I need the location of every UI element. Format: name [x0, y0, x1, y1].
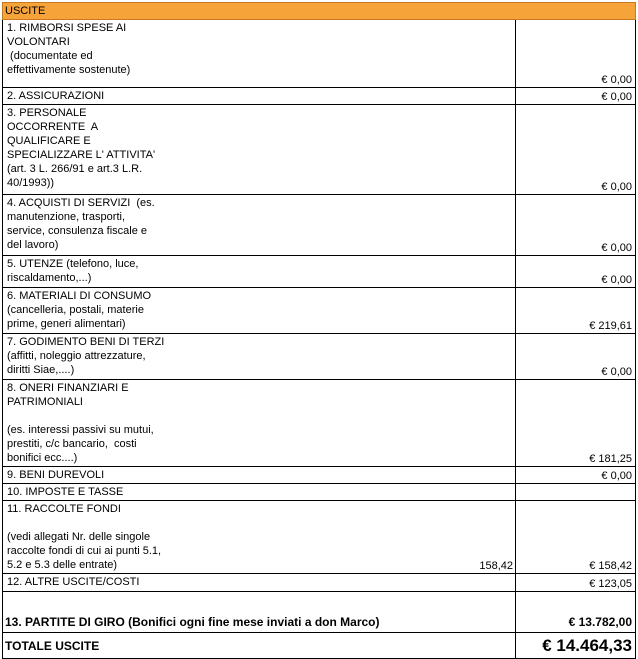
expense-amount	[516, 484, 636, 501]
expense-row	[3, 20, 636, 88]
expense-description	[3, 380, 164, 467]
expense-description	[3, 288, 164, 334]
expense-amount: € 158,42	[516, 501, 636, 574]
description-line: effettivamente sostenute)	[7, 64, 131, 76]
partial-amount	[164, 288, 516, 334]
expense-description	[3, 195, 164, 256]
partial-amount	[164, 484, 516, 501]
expense-amount: € 0,00	[516, 88, 636, 105]
description-line: (affitti, noleggio attrezzature,	[7, 350, 146, 362]
description-line: manutenzione, trasporti,	[7, 211, 126, 223]
partite-di-giro-amount: € 13.782,00	[516, 592, 636, 633]
partite-di-giro-row	[3, 592, 636, 633]
expense-row	[3, 288, 636, 334]
description-line: OCCORRENTE A	[7, 121, 99, 133]
description-line: SPECIALIZZARE L' ATTIVITA'	[7, 149, 156, 161]
expense-sheet	[2, 2, 635, 659]
partite-di-giro-label: 13. PARTITE DI GIRO (Bonifici ogni fine mese inviati a don Marco)	[3, 592, 516, 633]
description-line: 5.2 e 5.3 delle entrate)	[7, 559, 118, 571]
header-title: USCITE	[3, 3, 636, 20]
expense-amount: € 219,61	[516, 288, 636, 334]
partial-amount	[164, 88, 516, 105]
description-line: raccolte fondi di cui ai punti 5.1,	[7, 545, 162, 557]
description-line: 6. MATERIALI DI CONSUMO	[7, 290, 152, 302]
expense-row	[3, 574, 636, 592]
expense-description	[3, 501, 164, 574]
description-line: (documentate ed	[7, 50, 93, 62]
total-row	[3, 633, 636, 659]
description-line: 1. RIMBORSI SPESE AI	[7, 22, 127, 34]
description-line: 11. RACCOLTE FONDI	[7, 503, 121, 515]
description-line: 2. ASSICURAZIONI	[7, 90, 105, 102]
description-line: prime, generi alimentari)	[7, 318, 126, 330]
partial-amount	[164, 20, 516, 88]
expense-amount: € 0,00	[516, 105, 636, 195]
expense-description	[3, 20, 164, 88]
description-line	[7, 409, 162, 423]
description-line: PATRIMONIALI	[7, 396, 83, 408]
partial-amount	[164, 334, 516, 380]
description-line: VOLONTARI	[7, 36, 70, 48]
description-line: 40/1993))	[7, 177, 55, 189]
expense-row	[3, 256, 636, 288]
description-line	[7, 516, 162, 530]
description-line: (es. interessi passivi su mutui,	[7, 424, 154, 436]
expense-description	[3, 105, 164, 195]
partial-amount	[164, 256, 516, 288]
description-line: (art. 3 L. 266/91 e art.3 L.R.	[7, 163, 143, 175]
expense-row	[3, 380, 636, 467]
description-line: 8. ONERI FINANZIARI E	[7, 382, 129, 394]
partial-amount	[164, 105, 516, 195]
description-line: 10. IMPOSTE E TASSE	[7, 486, 124, 498]
description-line: service, consulenza fiscale e	[7, 225, 148, 237]
partial-amount: 158,42	[164, 501, 516, 574]
partial-amount	[164, 467, 516, 484]
expense-description	[3, 256, 164, 288]
description-line: prestiti, c/c bancario, costi	[7, 438, 137, 450]
description-line: 4. ACQUISTI DI SERVIZI (es.	[7, 197, 155, 209]
expense-row	[3, 195, 636, 256]
description-line: diritti Siae,....)	[7, 364, 75, 376]
description-line: riscaldamento,...)	[7, 272, 92, 284]
partial-amount	[164, 574, 516, 592]
expense-table	[2, 2, 636, 659]
description-line: 5. UTENZE (telefono, luce,	[7, 258, 139, 270]
expense-description	[3, 574, 164, 592]
expense-amount: € 181,25	[516, 380, 636, 467]
expense-description	[3, 484, 164, 501]
description-line: 3. PERSONALE	[7, 107, 87, 119]
header-row	[3, 3, 636, 20]
description-line: 12. ALTRE USCITE/COSTI	[7, 576, 140, 588]
description-line: QUALIFICARE E	[7, 135, 91, 147]
expense-row	[3, 105, 636, 195]
expense-row	[3, 88, 636, 105]
description-line: 7. GODIMENTO BENI DI TERZI	[7, 336, 165, 348]
expense-amount: € 0,00	[516, 20, 636, 88]
partial-amount	[164, 195, 516, 256]
expense-row	[3, 484, 636, 501]
total-label: TOTALE USCITE	[3, 633, 516, 659]
expense-amount: € 0,00	[516, 467, 636, 484]
expense-description	[3, 334, 164, 380]
description-line: (cancelleria, postali, materie	[7, 304, 144, 316]
description-line: bonifici ecc....)	[7, 452, 78, 464]
expense-description	[3, 88, 164, 105]
expense-amount: € 0,00	[516, 334, 636, 380]
description-line: del lavoro)	[7, 239, 59, 251]
expense-row	[3, 467, 636, 484]
expense-amount: € 0,00	[516, 195, 636, 256]
expense-row	[3, 334, 636, 380]
description-line: 9. BENI DUREVOLI	[7, 469, 105, 481]
expense-amount: € 123,05	[516, 574, 636, 592]
expense-amount: € 0,00	[516, 256, 636, 288]
expense-row	[3, 501, 636, 574]
expense-description	[3, 467, 164, 484]
description-line: (vedi allegati Nr. delle singole	[7, 531, 151, 543]
partial-amount	[164, 380, 516, 467]
total-amount: € 14.464,33	[516, 633, 636, 659]
